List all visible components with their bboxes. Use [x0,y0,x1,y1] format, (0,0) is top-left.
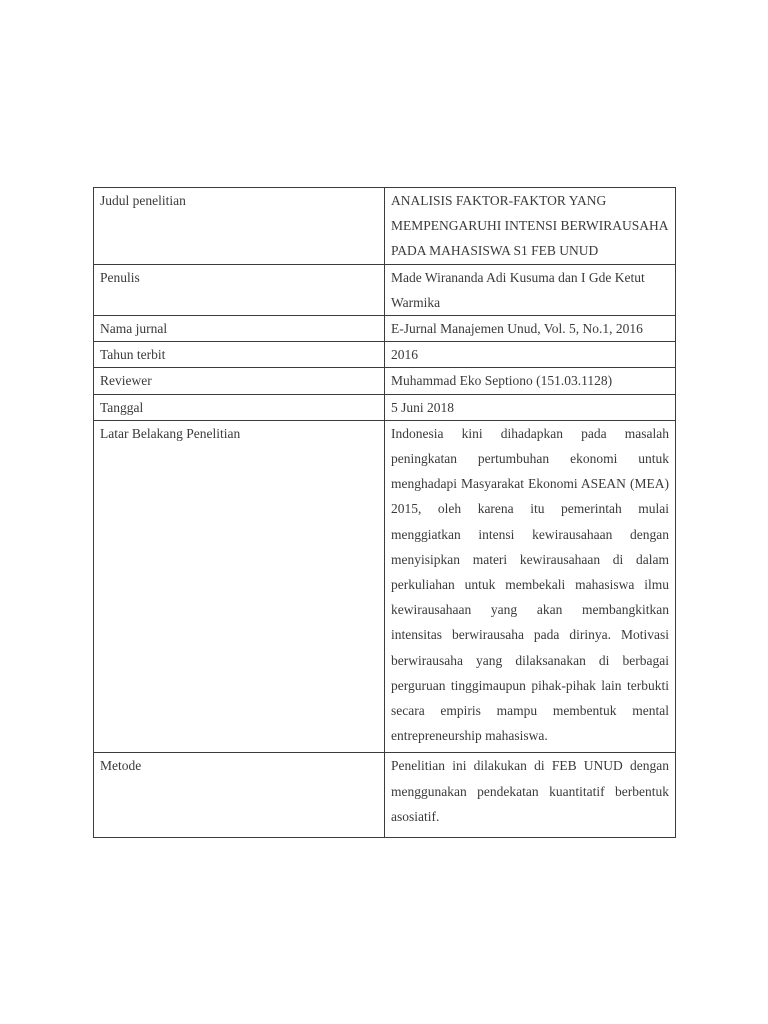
table-row [94,394,676,420]
table-row [94,316,676,342]
row-label: Tahun terbit [94,342,385,368]
table-row [94,420,676,753]
row-value: 5 Juni 2018 [385,394,676,420]
table-row [94,368,676,394]
row-label: Latar Belakang Penelitian [94,420,385,753]
row-value: Penelitian ini dilakukan di FEB UNUD dengan menggunakan pendekatan kuantitatif berbentuk asosiatif. [385,753,676,838]
row-label: Nama jurnal [94,316,385,342]
row-label: Reviewer [94,368,385,394]
row-value: ANALISIS FAKTOR-FAKTOR YANG MEMPENGARUHI INTENSI BERWIRAUSAHA PADA MAHASISWA S1 FEB UNUD [385,188,676,265]
row-value: E-Jurnal Manajemen Unud, Vol. 5, No.1, 2016 [385,316,676,342]
row-value: Indonesia kini dihadapkan pada masalah peningkatan pertumbuhan ekonomi untuk menghadapi Masyarakat Ekonomi ASEAN (MEA) 2015, oleh karena itu pemerintah mulai menggiatkan intensi kewirausahaan dengan menyisipkan materi kewirausahaan di dalam perkuliahan untuk membekali mahasiswa ilmu kewirausahaan yang akan membangkitkan intensitas berwirausaha pada dirinya. Motivasi berwirausaha yang dilaksanakan di berbagai perguruan tinggimaupun pihak-pihak lain terbukti secara empiris mampu membentuk mental entrepreneurship mahasiswa. [385,420,676,753]
table-row [94,342,676,368]
row-value: 2016 [385,342,676,368]
row-value: Muhammad Eko Septiono (151.03.1128) [385,368,676,394]
table-row [94,188,676,265]
row-value: Made Wirananda Adi Kusuma dan I Gde Ketut Warmika [385,264,676,315]
row-label: Judul penelitian [94,188,385,265]
table-row [94,264,676,315]
row-label: Tanggal [94,394,385,420]
row-label: Penulis [94,264,385,315]
journal-review-table [93,187,676,838]
row-label: Metode [94,753,385,838]
table-row [94,753,676,838]
